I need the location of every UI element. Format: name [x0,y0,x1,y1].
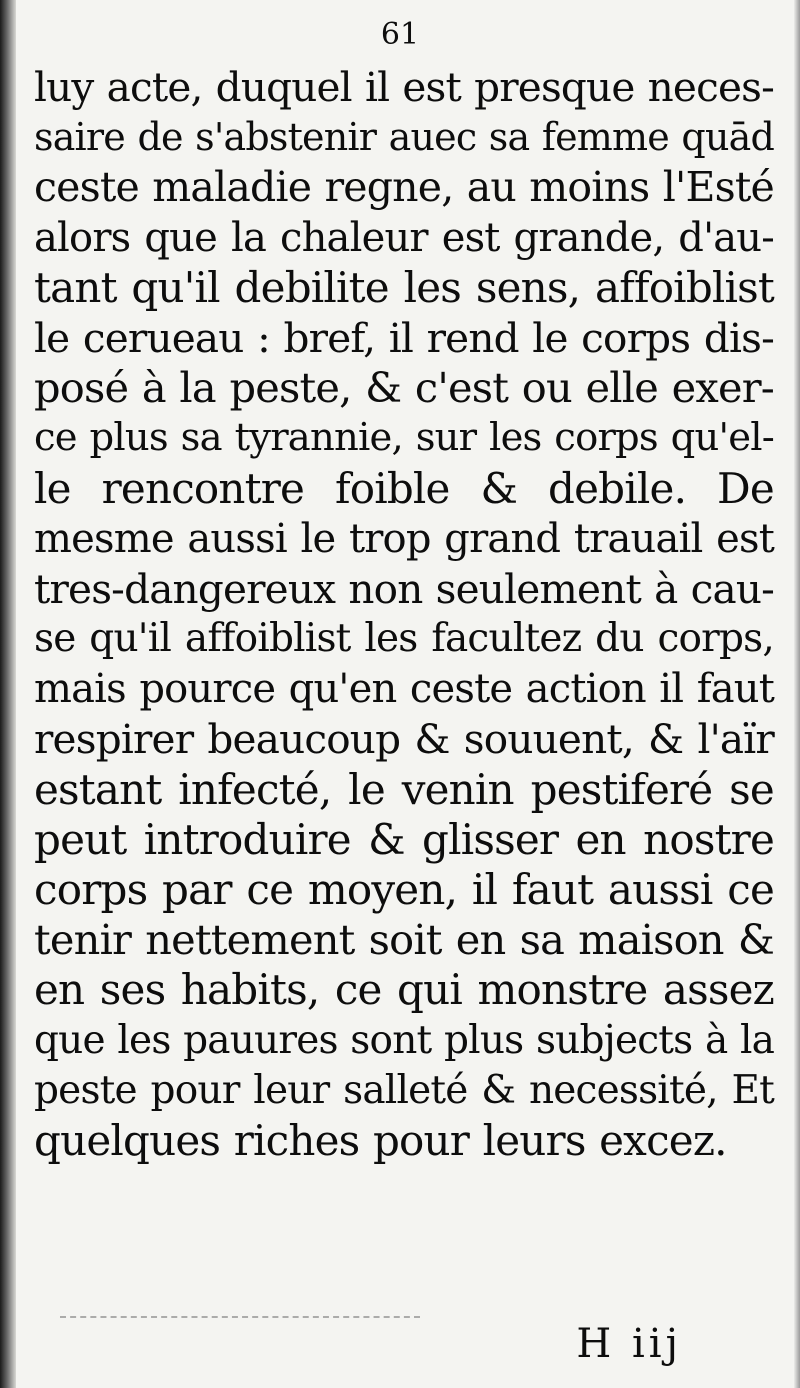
text-line: se qu'il affoiblist les facultez du corps, [34,616,774,662]
text-line: corps par ce moyen, il faut aussi ce [34,865,774,914]
text-line: tant qu'il debilite les sens, affoiblist [34,262,774,312]
page-edge-shadow [794,0,800,1388]
text-line: peut introduire & glisser en nostre [34,814,774,864]
text-line: estant infecté, le venin pestiferé se [34,764,774,814]
text-line: le rencontre foible & debile. De [34,463,774,513]
text-line: tenir nettement soit en sa maison & [34,915,774,965]
text-line: que les pauures sont plus subjects à la [34,1017,775,1063]
text-line: peste pour leur salleté & necessité, Et [34,1067,774,1113]
text-line: alors que la chaleur est grande, d'au- [34,214,774,261]
text-line: en ses habits, ce qui monstre assez [34,965,774,1015]
bottom-rule [60,1316,420,1318]
text-line: saire de s'abstenir auec sa femme quād [34,115,774,160]
page-gutter-shadow [0,0,16,1388]
text-line: quelques riches pour leurs excez. [34,1115,727,1165]
text-line: mais pource qu'en ceste action il faut [34,666,774,713]
signature-mark: H iij [576,1321,682,1367]
body-text [34,62,774,1166]
text-line: le cerueau : bref, il rend le corps dis- [34,313,774,362]
text-line: ceste maladie regne, au moins l'Esté [34,163,774,212]
text-line: mesme aussi le trop grand trauail est [34,515,774,562]
page-number: 61 [380,17,420,52]
text-line: ce plus sa tyrannie, sur les corps qu'el- [34,415,774,461]
text-line: tres-dangereux non seulement à cau- [34,564,774,613]
text-line: luy acte, duquel il est presque neces- [34,63,774,111]
text-line: respirer beaucoup & souuent, & l'aïr [34,715,774,764]
text-line: posé à la peste, & c'est ou elle exer- [34,363,774,413]
